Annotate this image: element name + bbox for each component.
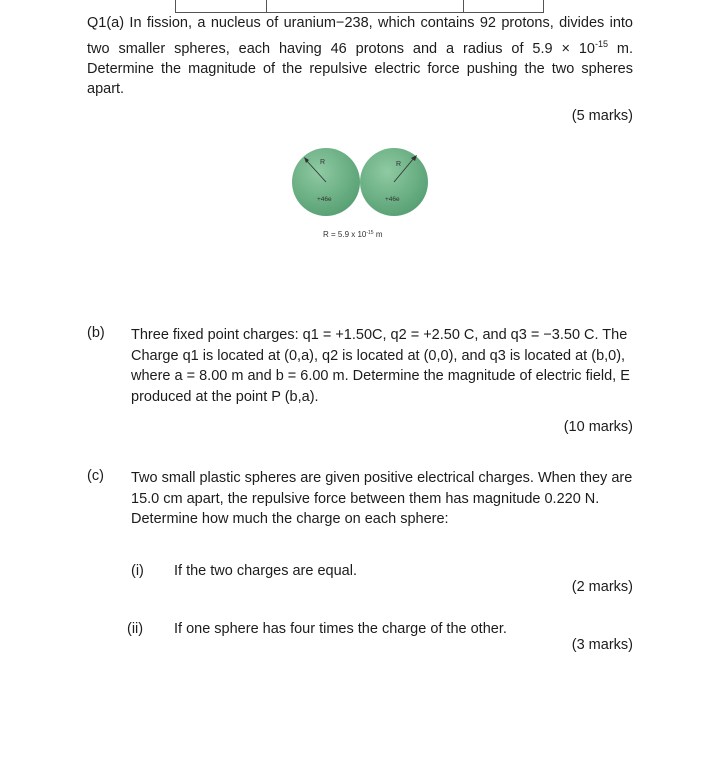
- fission-figure: [290, 146, 430, 246]
- question-1a-text: [87, 13, 633, 100]
- part-cii-text: If one sphere has four times the charge of the other.: [174, 621, 507, 637]
- q1-text-part2: m. Determine the magnitude of the repulsive electric force pushing the two spheres apart.: [87, 40, 633, 98]
- sphere-label-right: R: [396, 161, 402, 168]
- q1a-marks: (5 marks): [571, 108, 633, 124]
- part-cii-label: (ii): [127, 621, 144, 637]
- sphere-label-left: R: [320, 159, 326, 166]
- part-cii-marks: (3 marks): [571, 637, 633, 653]
- q1-text-part1: Q1(a) In fission, a nucleus of uranium−238, which contains 92 protons, divides into two smaller spheres, each having 46 protons and a radius of 5.9 × 10: [87, 15, 633, 57]
- part-ci-marks: (2 marks): [571, 579, 633, 595]
- part-b-label: (b): [87, 325, 105, 341]
- charge-label-left: +46e: [317, 196, 332, 203]
- table-divider: [266, 0, 267, 13]
- two-spheres-diagram: [290, 146, 430, 246]
- part-b-marks: (10 marks): [563, 419, 633, 435]
- charge-label-right: +46e: [385, 196, 400, 203]
- part-c-label: (c): [87, 468, 104, 484]
- part-b-text: Three fixed point charges: q1 = +1.50C, q2 = +2.50 C, and q3 = −3.50 C. The Charge q1 is located at (0,a), q2 is located at (0,0), and q3 is located at (b,0), where a = 8.00 m and b = 6.00 m. Determine the magnitude of electric field, E produced at the point P (b,a).: [131, 327, 630, 405]
- part-ci-text: If the two charges are equal.: [174, 563, 357, 579]
- part-ci-label: (i): [131, 563, 144, 579]
- table-divider: [463, 0, 464, 13]
- part-c-text: Two small plastic spheres are given positive electrical charges. When they are 15.0 cm apart, the repulsive force between them has magnitude 0.220 N. Determine how much the charge on each sphere:: [131, 470, 633, 527]
- table-fragment: [175, 0, 544, 13]
- q1-exponent: -15: [594, 38, 608, 49]
- figure-caption: R = 5.9 x $10^{-15}$ m: [323, 230, 383, 239]
